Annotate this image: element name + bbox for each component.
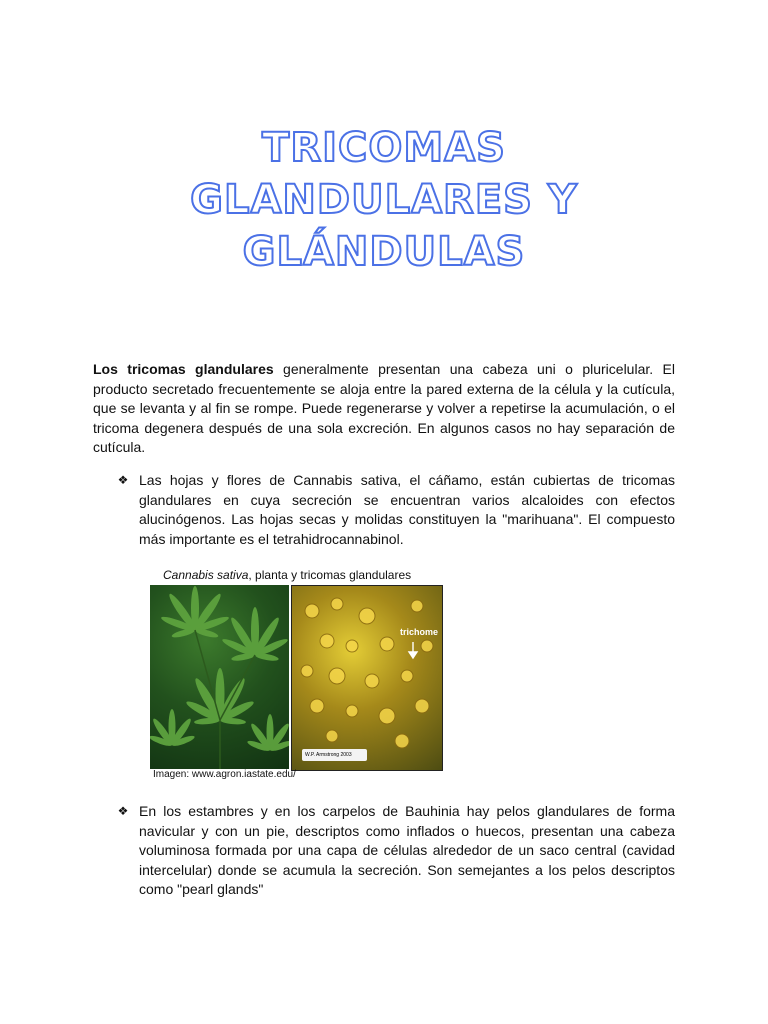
bullet-text: Las hojas y flores de Cannabis sativa, el cáñamo, están cubiertas de tricomas glandulares en cuya secreción se encuentran varios alcaloides con efectos alucinógenos. Las hojas secas y molidas constituyen la "marihuana". El compuesto más importante es el tetrahidrocannabinol. (139, 472, 675, 547)
cannabis-plant-photo (150, 585, 289, 769)
intro-text: generalmente presentan una cabeza uni o pluricelular. El producto secretado frecuentemente se aloja entre la pared externa de la célula y la cutícula, que se levanta y al fin se rompe. Puede regenerarse y volver a repetirse la acumulación, o el tricoma degenera después de una sola excreción. En algunos casos no hay separación de cutícula. (93, 361, 675, 456)
trichome-label: trichome (400, 627, 439, 637)
figure-caption (163, 568, 411, 582)
title-line-2: GLANDULARES Y (190, 177, 578, 223)
cannabis-figure (148, 568, 444, 782)
title-line-3: GLÁNDULAS (242, 229, 526, 275)
caption-species: Cannabis sativa (163, 568, 249, 582)
bullet-item-bauhinia (115, 802, 675, 900)
bullet-diamond-icon: ❖ (117, 473, 129, 487)
intro-bold-lead: Los tricomas glandulares (93, 361, 274, 377)
trichome-micrograph (291, 585, 443, 771)
cannabis-leaves-illustration (150, 585, 289, 769)
bullet-item-cannabis (115, 471, 675, 549)
bullet-text: En los estambres y en los carpelos de Bauhinia hay pelos glandulares de forma navicular y con un pie, descriptos como inflados o huecos, presentan una cabeza voluminosa formada por una capa de células alrededor de un saco central (cavidad intercelular) donde se acumula la secreción. Son semejantes a los pelos descriptos como "pearl glands" (139, 803, 675, 898)
intro-paragraph (93, 360, 675, 458)
image-source: Imagen: www.agron.iastate.edu/ (153, 769, 296, 780)
trichome-heads-illustration (292, 586, 442, 770)
photo-credit-badge: W.P. Armstrong 2003 (302, 749, 367, 761)
title-line-1: TRICOMAS (262, 125, 506, 171)
document-title (0, 122, 768, 278)
caption-rest: , planta y tricomas glandulares (248, 568, 412, 582)
bullet-diamond-icon: ❖ (117, 804, 129, 818)
